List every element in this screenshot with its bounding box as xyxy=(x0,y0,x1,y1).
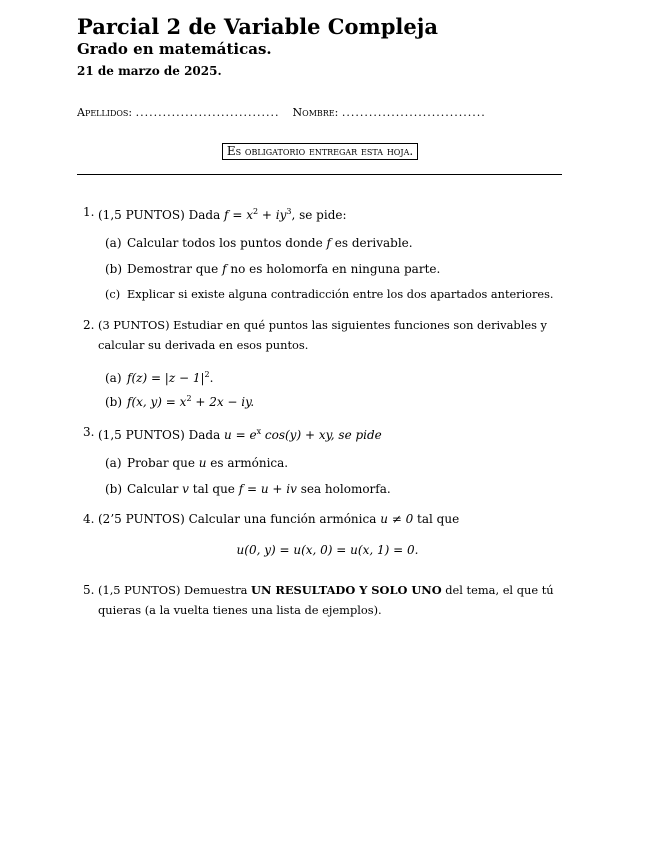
math: u(0, y) = u(x, 0) = u(x, 1) = 0. xyxy=(236,543,419,557)
question-5 xyxy=(83,580,563,620)
question-3 xyxy=(83,422,563,445)
math: cos(y) + xy, se pide xyxy=(261,428,382,442)
text: es derivable. xyxy=(330,236,413,250)
header-divider xyxy=(77,174,562,175)
question-number: 3. xyxy=(83,425,95,439)
question-number: 1. xyxy=(83,205,95,219)
math: f xyxy=(222,262,227,276)
math: f xyxy=(326,236,331,250)
question-number: 2. xyxy=(83,318,95,332)
math: + 2x − iy. xyxy=(191,395,255,409)
text: Calcular xyxy=(127,482,183,496)
question-3a xyxy=(105,456,288,470)
math-sup: 2 xyxy=(186,394,192,403)
question-1a xyxy=(105,236,413,250)
question-number: 4. xyxy=(83,512,95,526)
math: f = u + iv xyxy=(238,482,297,496)
text: sea holomorfa. xyxy=(296,482,391,496)
math: iy xyxy=(275,208,287,222)
math: u xyxy=(198,456,207,470)
sub-label: (b) xyxy=(105,482,123,496)
sub-label: (a) xyxy=(105,456,122,470)
question-2a xyxy=(105,370,213,385)
text: (2’5 PUNTOS) Calcular una función armónica xyxy=(98,512,381,526)
sub-label: (a) xyxy=(105,371,122,385)
sub-label: (a) xyxy=(105,236,122,250)
math: x xyxy=(246,208,253,222)
math: u = e xyxy=(224,428,257,442)
exam-subtitle: Grado en matemáticas. xyxy=(77,40,272,58)
question-4 xyxy=(83,509,563,529)
text: . xyxy=(209,371,214,385)
text: Calcular todos los puntos donde xyxy=(127,236,327,250)
math-sup: x xyxy=(256,427,262,436)
text: Probar que xyxy=(127,456,199,470)
text: (1,5 PUNTOS) Dada xyxy=(98,428,225,442)
math: = xyxy=(228,208,247,222)
question-text xyxy=(98,509,563,529)
text: (1,5 PUNTOS) Demuestra xyxy=(98,583,252,597)
question-number: 5. xyxy=(83,583,95,597)
question-1 xyxy=(83,202,563,225)
exam-date: 21 de marzo de 2025. xyxy=(77,64,222,78)
question-text xyxy=(98,422,563,445)
question-1b xyxy=(105,262,440,276)
text: tal que xyxy=(188,482,239,496)
student-fields xyxy=(77,106,562,119)
text: tal que xyxy=(413,512,460,526)
apellidos-field[interactable]: ................................ xyxy=(135,106,280,119)
math: + xyxy=(258,208,276,222)
text: Explicar si existe alguna contradicción entre los dos apartados anteriores. xyxy=(127,288,554,301)
math-sup: 2 xyxy=(204,370,210,379)
notice-container xyxy=(0,140,640,160)
apellidos-label: Apellidos: xyxy=(77,106,133,119)
math-sup: 2 xyxy=(252,207,259,216)
question-3b xyxy=(105,482,391,496)
nombre-field[interactable]: ................................ xyxy=(341,106,486,119)
mandatory-notice: Es obligatorio entregar esta hoja. xyxy=(222,143,418,160)
text: Demostrar que xyxy=(127,262,223,276)
question-text: (3 PUNTOS) Estudiar en qué puntos las siguientes funciones son derivables y calcular su derivada en esos puntos. xyxy=(98,318,547,352)
text: (1,5 PUNTOS) Dada xyxy=(98,208,225,222)
sub-label: (b) xyxy=(105,262,123,276)
question-text xyxy=(98,202,563,225)
question-4-equation xyxy=(0,543,655,557)
question-text xyxy=(98,580,563,620)
nombre-label: Nombre: xyxy=(292,106,339,119)
math: f xyxy=(224,208,229,222)
math-sup: 3 xyxy=(286,207,292,216)
text: es armónica. xyxy=(206,456,289,470)
sub-label: (b) xyxy=(105,395,123,409)
exam-title: Parcial 2 de Variable Compleja xyxy=(77,14,438,39)
question-1c xyxy=(105,288,553,301)
sub-label: (c) xyxy=(105,288,121,301)
text: , se pide: xyxy=(291,208,347,222)
text: del tema, el que tú quieras (a la vuelta tienes una lista de ejemplos). xyxy=(98,583,554,617)
math: u ≠ 0 xyxy=(380,512,414,526)
question-2 xyxy=(83,315,563,355)
text: no es holomorfa en ninguna parte. xyxy=(226,262,441,276)
math: v xyxy=(182,482,189,496)
math: f(x, y) = x xyxy=(127,395,187,409)
math: f(z) = |z − 1| xyxy=(127,371,205,385)
question-2b xyxy=(105,394,254,409)
emphasis: UN RESULTADO Y SOLO UNO xyxy=(251,583,442,597)
